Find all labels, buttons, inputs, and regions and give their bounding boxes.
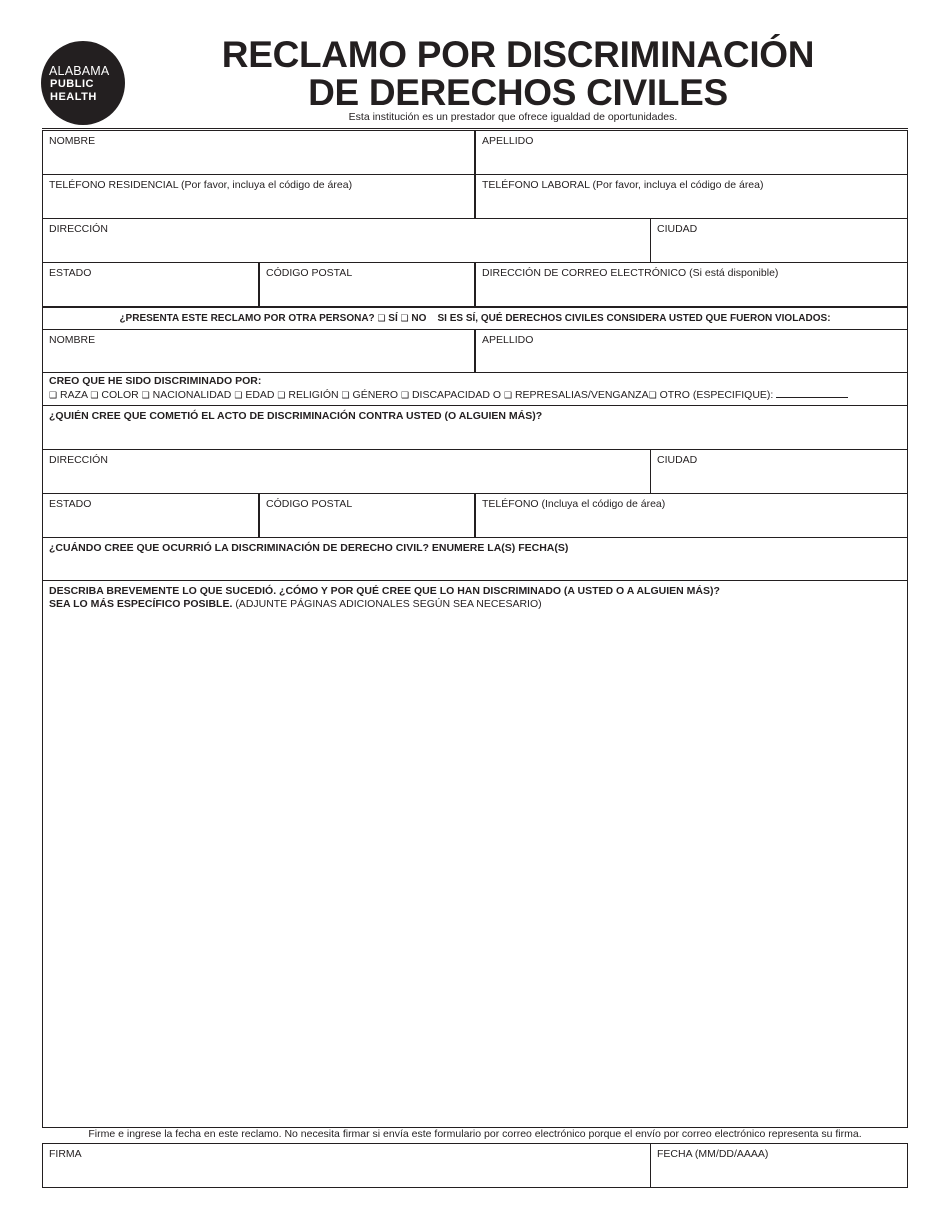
respondent-phone-field[interactable] (476, 494, 907, 537)
other-person-row (43, 308, 907, 330)
state-label: ESTADO (49, 267, 92, 279)
respondent-city-label: CIUDAD (657, 454, 698, 466)
option-disability: DISCAPACIDAD O (411, 389, 502, 401)
respondent-address-label: DIRECCIÓN (49, 454, 108, 466)
other-first-name-field[interactable] (43, 330, 476, 372)
complainant-address-row (43, 219, 907, 263)
city-label: CIUDAD (657, 223, 698, 235)
discrimination-basis-row (43, 373, 907, 406)
no-checkbox[interactable]: ❑ (400, 313, 409, 323)
signature-row (42, 1143, 908, 1188)
other-person-question-text: ¿PRESENTA ESTE RECLAMO POR OTRA PERSONA? (119, 313, 375, 324)
date-label: FECHA (MM/DD/AAAA) (657, 1148, 769, 1160)
respondent-state-field[interactable] (43, 494, 260, 537)
signature-field[interactable] (43, 1144, 651, 1187)
option-other: OTRO (ESPECIFIQUE): (659, 389, 774, 401)
other-checkbox[interactable]: ❑ (648, 390, 657, 400)
option-age: EDAD (245, 389, 275, 401)
complainant-state-row (43, 263, 907, 308)
religion-checkbox[interactable]: ❑ (277, 390, 286, 400)
work-phone-label: TELÉFONO LABORAL (Por favor, incluya el código de área) (482, 179, 764, 191)
option-nationality: NACIONALIDAD (152, 389, 232, 401)
logo-line-2: PUBLIC (50, 78, 94, 90)
disability-checkbox[interactable]: ❑ (400, 390, 410, 400)
respondent-field[interactable] (43, 406, 907, 449)
respondent-city-field[interactable] (651, 450, 907, 493)
option-gender: GÉNERO (352, 389, 399, 401)
other-person-question (43, 308, 907, 329)
dates-field[interactable] (43, 538, 907, 580)
option-race: RAZA (60, 389, 88, 401)
address-field[interactable] (43, 219, 651, 262)
description-line-2-normal: (ADJUNTE PÁGINAS ADICIONALES SEGÚN SEA NECESARIO) (235, 598, 542, 610)
other-first-name-label: NOMBRE (49, 334, 96, 346)
race-checkbox[interactable]: ❑ (49, 390, 58, 400)
option-religion: RELIGIÓN (288, 389, 339, 401)
discrimination-options (49, 388, 901, 401)
email-field[interactable] (476, 263, 907, 306)
signature-label: FIRMA (49, 1148, 82, 1160)
page-title-line-1: RECLAMO POR DISCRIMINACIÓN (221, 34, 815, 75)
yes-checkbox[interactable]: ❑ (377, 313, 386, 323)
logo-line-3: HEALTH (50, 91, 97, 103)
email-label: DIRECCIÓN DE CORREO ELECTRÓNICO (Si está disponible) (482, 267, 779, 279)
page-subtitle: Esta institución es un prestador que ofrece igualdad de oportunidades. (348, 111, 678, 123)
color-checkbox[interactable]: ❑ (90, 390, 99, 400)
age-checkbox[interactable]: ❑ (234, 390, 243, 400)
retaliation-checkbox[interactable]: ❑ (503, 390, 513, 400)
respondent-address-row (43, 450, 907, 494)
respondent-state-label: ESTADO (49, 498, 92, 510)
respondent-state-row (43, 494, 907, 538)
complaint-form (42, 130, 908, 1128)
option-color: COLOR (101, 389, 139, 401)
description-row (43, 581, 907, 1127)
address-label: DIRECCIÓN (49, 223, 108, 235)
home-phone-label: TELÉFONO RESIDENCIAL (Por favor, incluya el código de área) (49, 179, 353, 191)
complainant-phone-row (43, 175, 907, 219)
dates-question: ¿CUÁNDO CREE QUE OCURRIÓ LA DISCRIMINACIÓN DE DERECHO CIVIL? ENUMERE LA(S) FECHA(S) (49, 542, 569, 554)
alabama-public-health-logo (41, 41, 125, 125)
respondent-address-field[interactable] (43, 450, 651, 493)
state-field[interactable] (43, 263, 260, 306)
other-specify-line[interactable] (776, 388, 848, 398)
discrimination-basis (43, 373, 907, 405)
no-label: NO (411, 313, 427, 324)
other-last-name-label: APELLIDO (482, 334, 534, 346)
respondent-phone-label: TELÉFONO (Incluya el código de área) (482, 498, 666, 510)
signature-note: Firme e ingrese la fecha en este reclamo. No necesita firmar si envía este formulario por correo electrónico porque el envío por correo electrónico representa su firma. (88, 1128, 862, 1140)
respondent-zip-label: CÓDIGO POSTAL (266, 498, 353, 510)
work-phone-field[interactable] (476, 175, 907, 218)
other-person-name-row (43, 330, 907, 373)
respondent-zip-field[interactable] (260, 494, 476, 537)
first-name-field[interactable] (43, 131, 476, 174)
page-title-line-2: DE DERECHOS CIVILES (308, 72, 728, 113)
complainant-name-row (43, 131, 907, 175)
followup-text: SI ES SÍ, QUÉ DERECHOS CIVILES CONSIDERA USTED QUE FUERON VIOLADOS: (437, 313, 831, 324)
respondent-row (43, 406, 907, 450)
zip-field[interactable] (260, 263, 476, 306)
description-line-2-bold: SEA LO MÁS ESPECÍFICO POSIBLE. (49, 598, 233, 610)
logo-line-1: ALABAMA (49, 64, 110, 78)
home-phone-field[interactable] (43, 175, 476, 218)
respondent-question: ¿QUIÉN CREE QUE COMETIÓ EL ACTO DE DISCRIMINACIÓN CONTRA USTED (O ALGUIEN MÁS)? (49, 410, 543, 422)
city-field[interactable] (651, 219, 907, 262)
yes-label: SÍ (388, 313, 398, 324)
date-field[interactable] (651, 1144, 907, 1187)
dates-row (43, 538, 907, 581)
gender-checkbox[interactable]: ❑ (341, 390, 350, 400)
discrimination-heading: CREO QUE HE SIDO DISCRIMINADO POR: (49, 375, 262, 387)
description-field[interactable] (43, 581, 907, 1127)
header-divider (42, 128, 908, 129)
other-last-name-field[interactable] (476, 330, 907, 372)
last-name-label: APELLIDO (482, 135, 534, 147)
description-line-2 (49, 598, 901, 611)
first-name-label: NOMBRE (49, 135, 96, 147)
option-retaliation: REPRESALIAS/VENGANZA (514, 389, 649, 401)
last-name-field[interactable] (476, 131, 907, 174)
nationality-checkbox[interactable]: ❑ (141, 390, 150, 400)
description-line-1: DESCRIBA BREVEMENTE LO QUE SUCEDIÓ. ¿CÓMO Y POR QUÉ CREE QUE LO HAN DISCRIMINADO (A USTED O A ALGUIEN MÁS)? (49, 585, 720, 597)
zip-label: CÓDIGO POSTAL (266, 267, 353, 279)
